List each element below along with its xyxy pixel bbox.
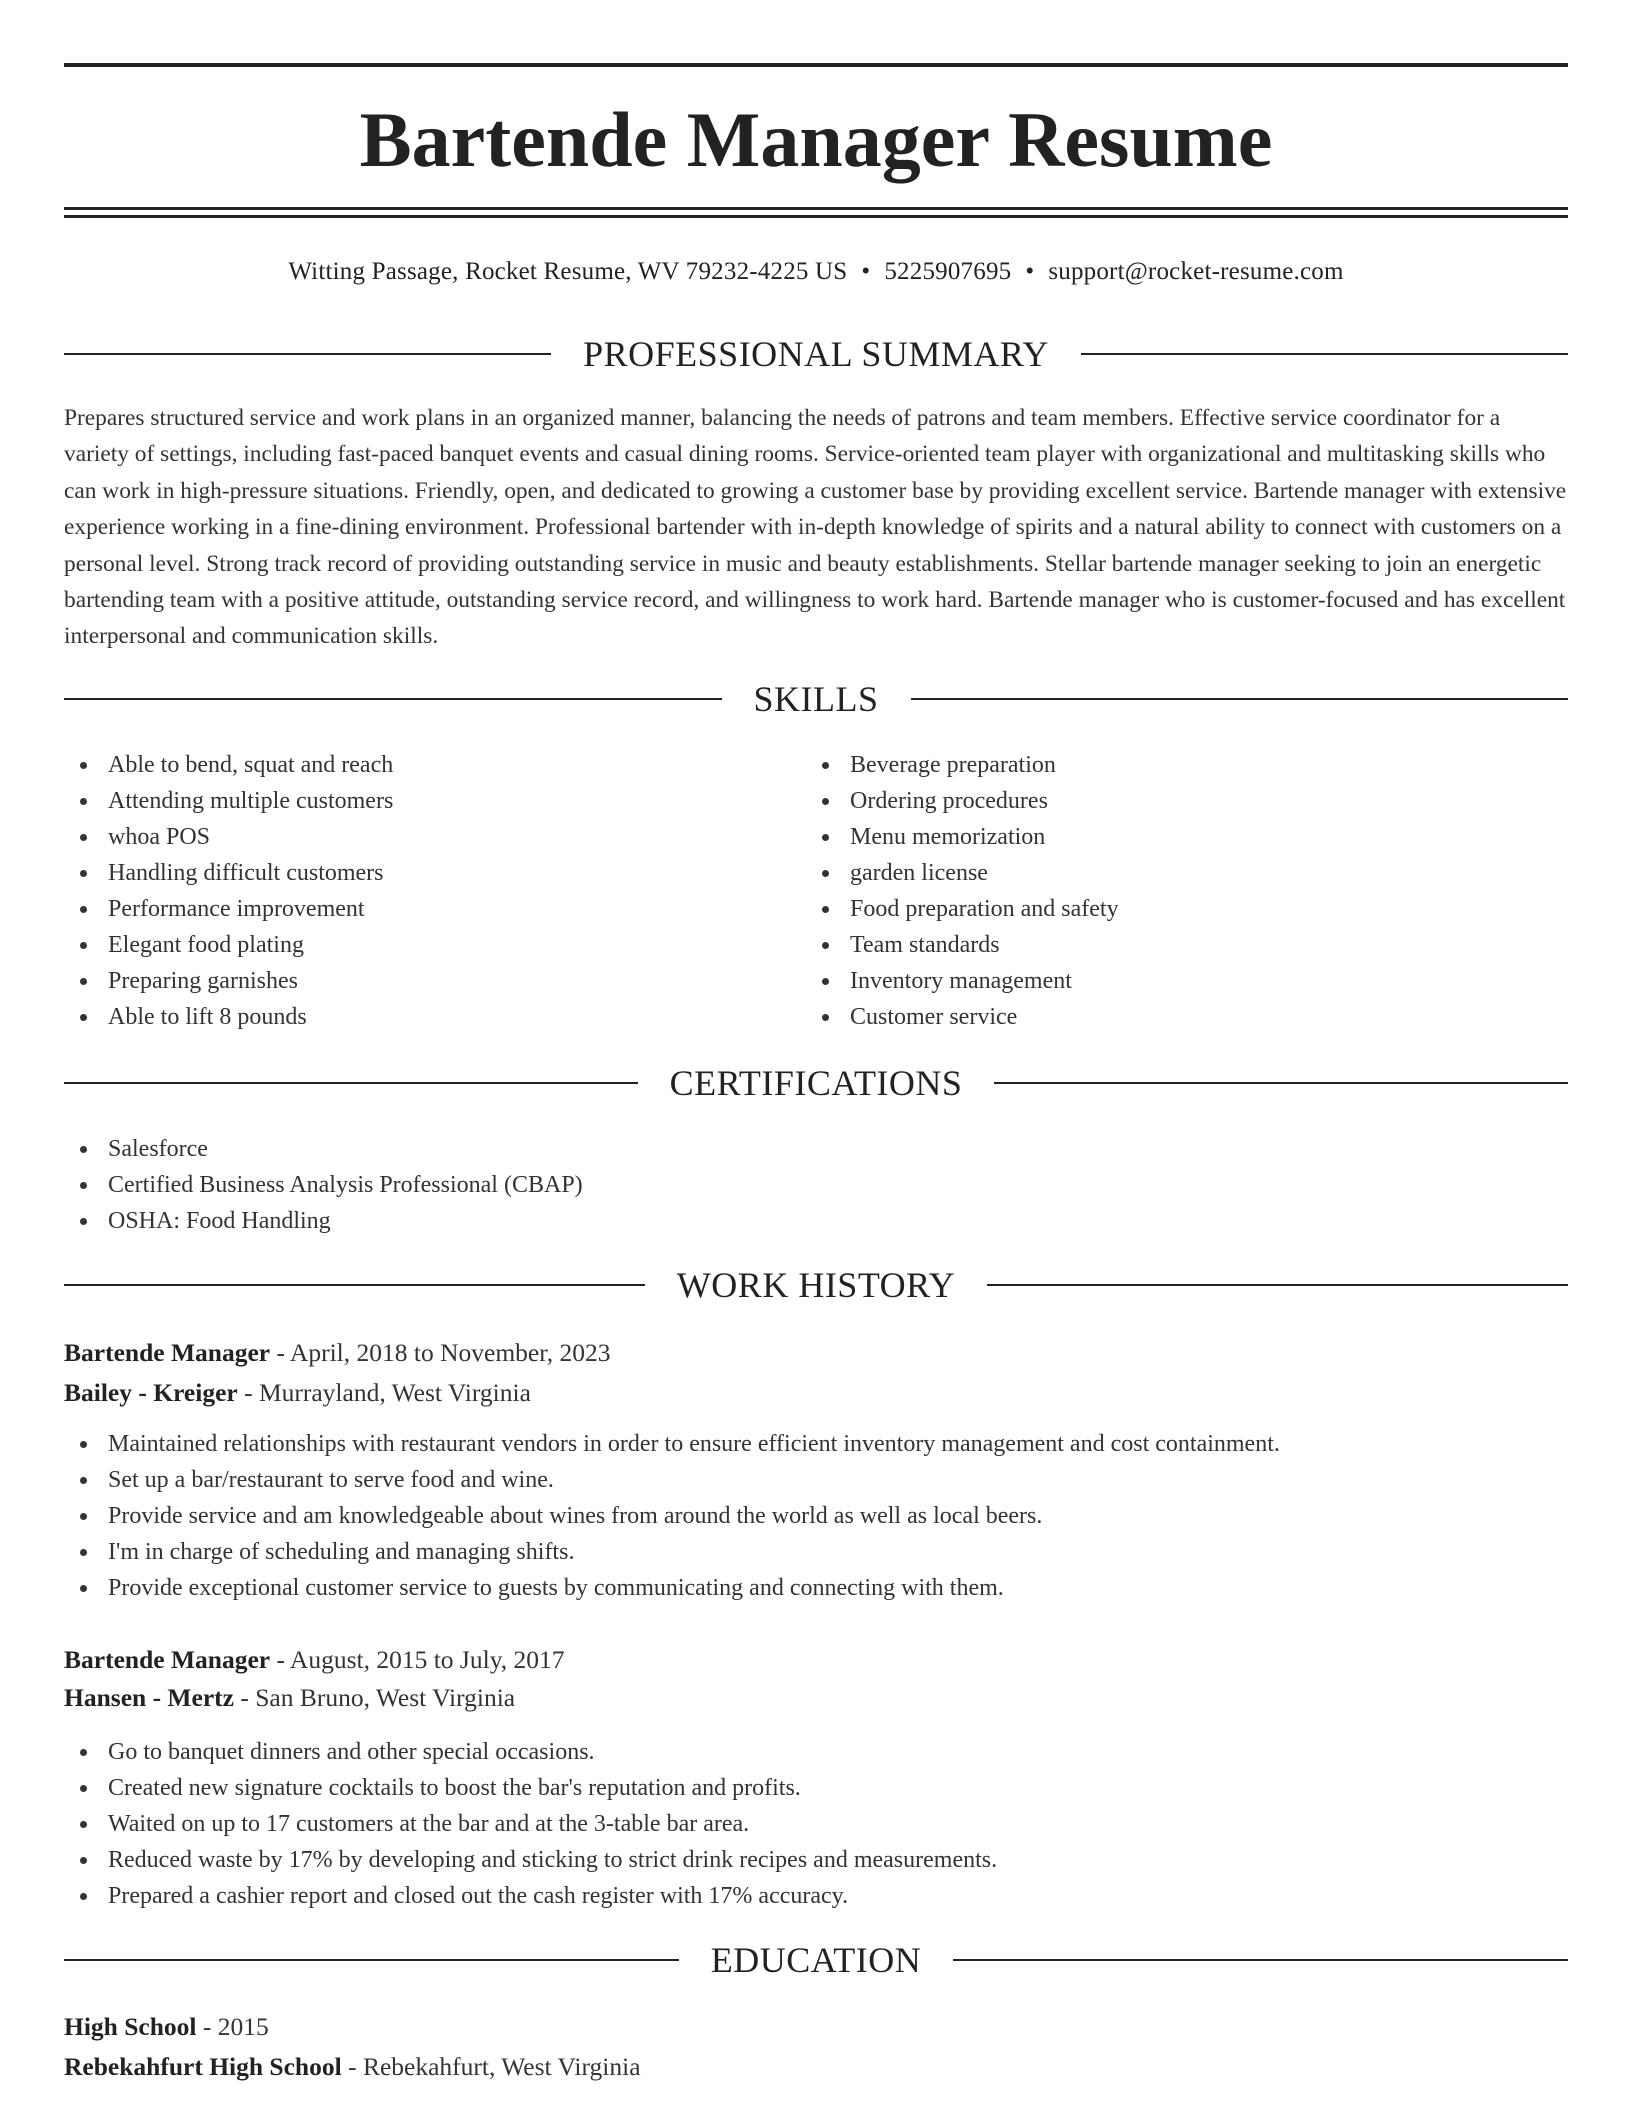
- section-header-certifications: [64, 1058, 1568, 1108]
- section-rule: [64, 1959, 679, 1961]
- job-title-line: [64, 1641, 565, 1679]
- job-duty: Go to banquet dinners and other special occasions.: [64, 1734, 1564, 1770]
- section-rule: [64, 698, 722, 700]
- job-dates: - August, 2015 to July, 2017: [270, 1645, 565, 1674]
- job-duties-list: [64, 1426, 1564, 1606]
- top-rule: [64, 63, 1568, 67]
- section-header-education: [64, 1935, 1568, 1985]
- skill-item: Attending multiple customers: [64, 783, 804, 819]
- contact-line: [64, 254, 1568, 290]
- education-year: - 2015: [196, 2012, 269, 2041]
- skill-item: Team standards: [806, 927, 1566, 963]
- contact-address: Witting Passage, Rocket Resume, WV 79232-4225 US: [288, 258, 848, 285]
- job-title-line: [64, 1334, 610, 1372]
- skill-item: Performance improvement: [64, 891, 804, 927]
- job-duty: Waited on up to 17 customers at the bar and at the 3-table bar area.: [64, 1806, 1564, 1842]
- job-duty: Reduced waste by 17% by developing and sticking to strict drink recipes and measurements.: [64, 1842, 1564, 1878]
- job-company: Bailey - Kreiger: [64, 1378, 238, 1407]
- section-rule: [64, 353, 551, 355]
- skills-list-left: [64, 747, 804, 1035]
- skill-item: Food preparation and safety: [806, 891, 1566, 927]
- education-school-line: [64, 2048, 641, 2086]
- job-duty: Provide service and am knowledgeable about wines from around the world as well as local beers.: [64, 1498, 1564, 1534]
- skill-item: Able to bend, squat and reach: [64, 747, 804, 783]
- section-rule: [987, 1284, 1568, 1286]
- certification-item: Certified Business Analysis Professional (CBAP): [64, 1167, 1564, 1203]
- section-title: PROFESSIONAL SUMMARY: [583, 334, 1049, 374]
- section-title: CERTIFICATIONS: [669, 1063, 963, 1103]
- education-location: - Rebekahfurt, West Virginia: [341, 2052, 641, 2081]
- job-company: Hansen - Mertz: [64, 1683, 234, 1712]
- certification-item: Salesforce: [64, 1131, 1564, 1167]
- job-dates: - April, 2018 to November, 2023: [270, 1338, 611, 1367]
- section-header-summary: [64, 329, 1568, 379]
- job-title: Bartende Manager: [64, 1645, 271, 1674]
- job-duties-list: [64, 1734, 1564, 1914]
- skill-item: Customer service: [806, 999, 1566, 1035]
- certification-item: OSHA: Food Handling: [64, 1203, 1564, 1239]
- summary-paragraph: Prepares structured service and work plans in an organized manner, balancing the needs of patrons and team members. Effective service coordinator for a variety of settings, including fast-paced banquet events and casual dining rooms. Service-oriented team player with organizational and multitasking skills who can work in high-pressure situations. Friendly, open, and dedicated to growing a customer base by providing excellent service. Bartende manager with extensive experience working in a fine-dining environment. Professional bartender with in-depth knowledge of spirits and a natural ability to connect with customers on a personal level. Strong track record of providing outstanding service in music and beauty establishments. Stellar bartende manager seeking to join an energetic bartending team with a positive attitude, outstanding service record, and willingness to work hard. Bartende manager who is customer-focused and has excellent interpersonal and communication skills.: [64, 405, 1567, 650]
- section-rule: [911, 698, 1569, 700]
- resume-title: Bartende Manager Resume: [359, 96, 1273, 183]
- skill-item: Elegant food plating: [64, 927, 804, 963]
- job-duty: Maintained relationships with restaurant vendors in order to ensure efficient inventory management and cost containment.: [64, 1426, 1564, 1462]
- section-rule: [1081, 353, 1568, 355]
- job-title: Bartende Manager: [64, 1338, 271, 1367]
- skill-item: Beverage preparation: [806, 747, 1566, 783]
- contact-separator: •: [861, 258, 871, 285]
- section-rule: [64, 1284, 645, 1286]
- skill-item: Ordering procedures: [806, 783, 1566, 819]
- education-school: Rebekahfurt High School: [64, 2052, 342, 2081]
- skills-list-right: [806, 747, 1566, 1035]
- skill-item: Inventory management: [806, 963, 1566, 999]
- resume-page: [64, 0, 1568, 2112]
- contact-email: support@rocket-resume.com: [1048, 258, 1344, 285]
- job-duty: Created new signature cocktails to boost the bar's reputation and profits.: [64, 1770, 1564, 1806]
- section-header-work-history: [64, 1260, 1568, 1310]
- job-location: - Murrayland, West Virginia: [237, 1378, 531, 1407]
- job-company-line: [64, 1679, 515, 1717]
- skill-item: Able to lift 8 pounds: [64, 999, 804, 1035]
- skill-item: garden license: [806, 855, 1566, 891]
- skill-item: Menu memorization: [806, 819, 1566, 855]
- title-rule-upper: [64, 207, 1568, 210]
- job-duty: Set up a bar/restaurant to serve food and wine.: [64, 1462, 1564, 1498]
- section-title: WORK HISTORY: [676, 1265, 956, 1305]
- section-title: EDUCATION: [710, 1940, 922, 1980]
- section-title: SKILLS: [753, 679, 879, 719]
- contact-separator: •: [1025, 258, 1035, 285]
- skill-item: Handling difficult customers: [64, 855, 804, 891]
- job-company-line: [64, 1374, 531, 1412]
- job-duty: Provide exceptional customer service to guests by communicating and connecting with them.: [64, 1570, 1564, 1606]
- education-degree-line: [64, 2008, 269, 2046]
- section-rule: [64, 1082, 638, 1084]
- contact-phone: 5225907695: [884, 258, 1012, 285]
- job-duty: I'm in charge of scheduling and managing shifts.: [64, 1534, 1564, 1570]
- title-rule-lower: [64, 215, 1568, 218]
- certifications-list: [64, 1131, 1564, 1239]
- job-duty: Prepared a cashier report and closed out the cash register with 17% accuracy.: [64, 1878, 1564, 1914]
- section-rule: [994, 1082, 1568, 1084]
- education-degree: High School: [64, 2012, 197, 2041]
- skill-item: whoa POS: [64, 819, 804, 855]
- skill-item: Preparing garnishes: [64, 963, 804, 999]
- job-location: - San Bruno, West Virginia: [233, 1683, 516, 1712]
- section-header-skills: [64, 674, 1568, 724]
- section-rule: [953, 1959, 1568, 1961]
